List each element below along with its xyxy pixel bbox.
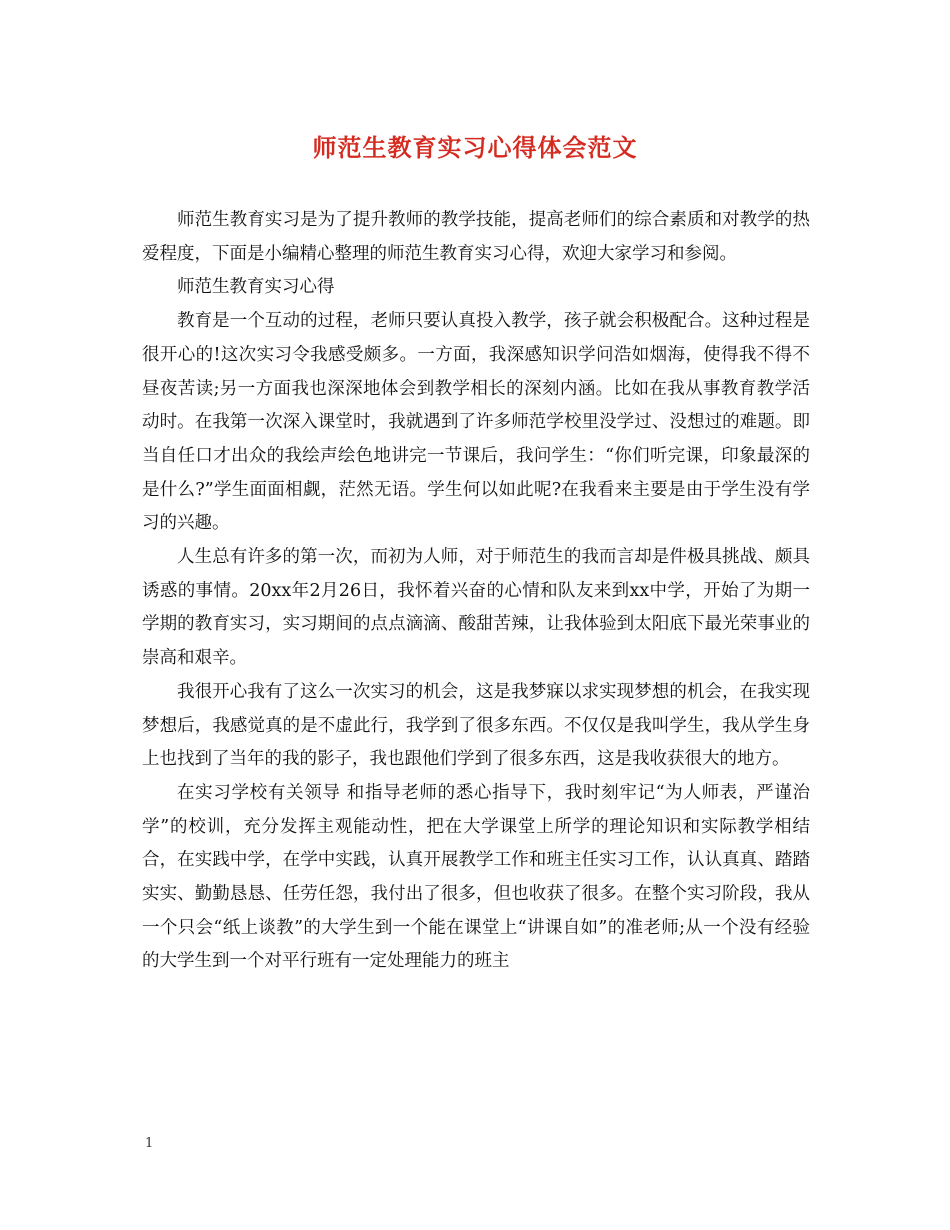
document-body bbox=[142, 204, 810, 979]
document-title: 师范生教育实习心得体会范文 bbox=[312, 133, 638, 162]
intro-paragraph: 师范生教育实习是为了提升教师的教学技能，提高老师们的综合素质和对教学的热爱程度，下面是小编精心整理的师范生教育实习心得，欢迎大家学习和参阅。 bbox=[142, 210, 810, 264]
section-heading: 师范生教育实习心得 bbox=[177, 277, 335, 298]
body-paragraph: 教育是一个互动的过程，老师只要认真投入教学，孩子就会积极配合。这种过程是很开心的!这次实习令我感受颇多。一方面，我深感知识学问浩如烟海，使得我不得不昼夜苦读;另一方面我也深深地体会到教学相长的深刻内涵。比如在我从事教育教学活动时。在我第一次深入课堂时，我就遇到了许多师范学校里没学过、没想过的难题。即当自任口才出众的我绘声绘色地讲完一节课后，我问学生：“你们听完课，印象最深的是什么?”学生面面相觑，茫然无语。学生何以如此呢?在我看来主要是由于学生没有学习的兴趣。 bbox=[142, 311, 810, 534]
body-paragraph: 我很开心我有了这么一次实习的机会，这是我梦寐以求实现梦想的机会，在我实现梦想后，我感觉真的是不虚此行，我学到了很多东西。不仅仅是我叫学生，我从学生身上也找到了当年的我的影子，我也跟他们学到了很多东西，这是我收获很大的地方。 bbox=[142, 681, 810, 770]
body-paragraph: 人生总有许多的第一次，而初为人师，对于师范生的我而言却是件极具挑战、颇具诱惑的事情。20xx年2月26日，我怀着兴奋的心情和队友来到xx中学，开始了为期一学期的教育实习，实习期间的点点滴滴、酸甜苦辣，让我体验到太阳底下最光荣事业的崇高和艰辛。 bbox=[142, 547, 810, 669]
page-number: 1 bbox=[145, 1136, 154, 1151]
body-paragraph: 在实习学校有关领导 和指导老师的悉心指导下，我时刻牢记“为人师表，严谨治学”的校训，充分发挥主观能动性，把在大学课堂上所学的理论知识和实际教学相结合，在实践中学，在学中实践，认真开展教学工作和班主任实习工作，认认真真、踏踏实实、勤勤恳恳、任劳任怨，我付出了很多，但也收获了很多。在整个实习阶段，我从一个只会“纸上谈教”的大学生到一个能在课堂上“讲课自如”的准老师;从一个没有经验的大学生到一个对平行班有一定处理能力的班主 bbox=[142, 782, 810, 972]
